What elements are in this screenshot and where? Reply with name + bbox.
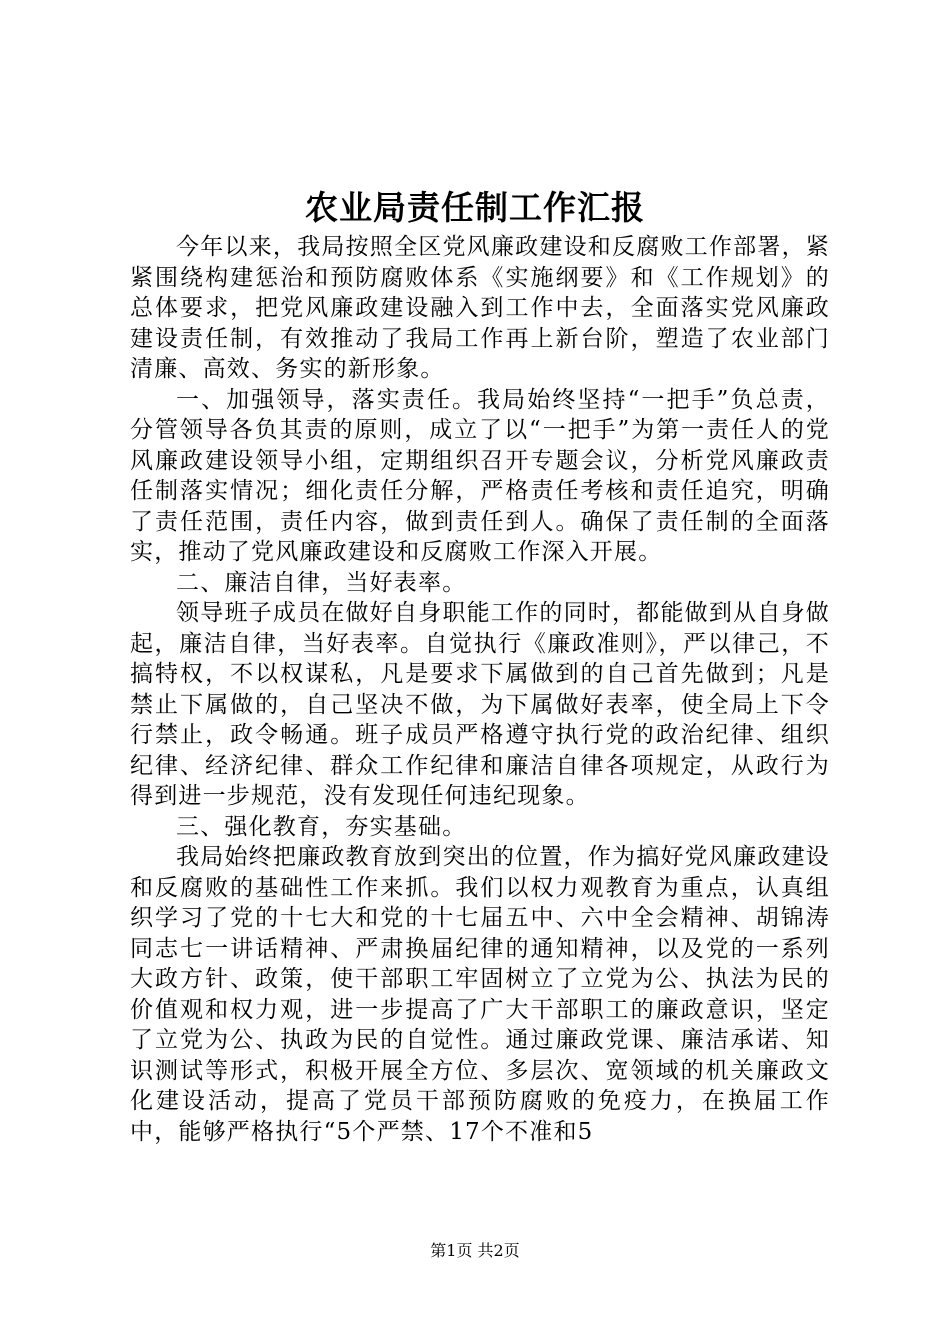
page-footer: 第1页 共2页	[430, 1241, 520, 1260]
paragraph-section-3: 我局始终把廉政教育放到突出的位置，作为搞好党风廉政建设和反腐败的基础性工作来抓。我们以权力观教育为重点，认真组织学习了党的十七大和党的十七届五中、六中全会精神、胡锦涛同志七一讲话精神、严肃换届纪律的通知精神，以及党的一系列大政方针、政策，使干部职工牢固树立了立党为公、执法为民的价值观和权力观，进一步提高了广大干部职工的廉政意识，坚定了立党为公、执政为民的自觉性。通过廉政党课、廉洁承诺、知识测试等形式，积极开展全方位、多层次、宽领域的机关廉政文化建设活动，提高了党员干部预防腐败的免疫力，在换届工作中，能够严格执行“5个严禁、17个不准和5	[130, 844, 830, 1145]
paragraph-section-1: 一、加强领导，落实责任。我局始终坚持“一把手”负总责，分管领导各负其责的原则，成立了以“一把手”为第一责任人的党风廉政建设领导小组，定期组织召开专题会议，分析党风廉政责任制落实情况；细化责任分解，严格责任考核和责任追究，明确了责任范围，责任内容，做到责任到人。确保了责任制的全面落实，推动了党风廉政建设和反腐败工作深入开展。	[130, 386, 830, 565]
paragraph-section-2: 领导班子成员在做好自身职能工作的同时，都能做到从自身做起，廉洁自律，当好表率。自觉执行《廉政准则》，严以律己，不搞特权，不以权谋私，凡是要求下属做到的自己首先做到；凡是禁止下属做的，自己坚决不做，为下属做好表率，使全局上下令行禁止，政令畅通。班子成员严格遵守执行党的政治纪律、组织纪律、经济纪律、群众工作纪律和廉洁自律各项规定，从政行为得到进一步规范，没有发现任何违纪现象。	[130, 600, 830, 809]
page-title: 农业局责任制工作汇报	[305, 188, 645, 227]
section-heading-3: 三、强化教育，夯实基础。	[176, 813, 467, 840]
section-heading-2: 二、廉洁自律，当好表率。	[176, 569, 467, 596]
document-body	[130, 232, 830, 1147]
paragraph-intro: 今年以来，我局按照全区党风廉政建设和反腐败工作部署，紧紧围绕构建惩治和预防腐败体系《实施纲要》和《工作规划》的总体要求，把党风廉政建设融入到工作中去，全面落实党风廉政建设责任制，有效推动了我局工作再上新台阶，塑造了农业部门清廉、高效、务实的新形象。	[130, 234, 830, 382]
